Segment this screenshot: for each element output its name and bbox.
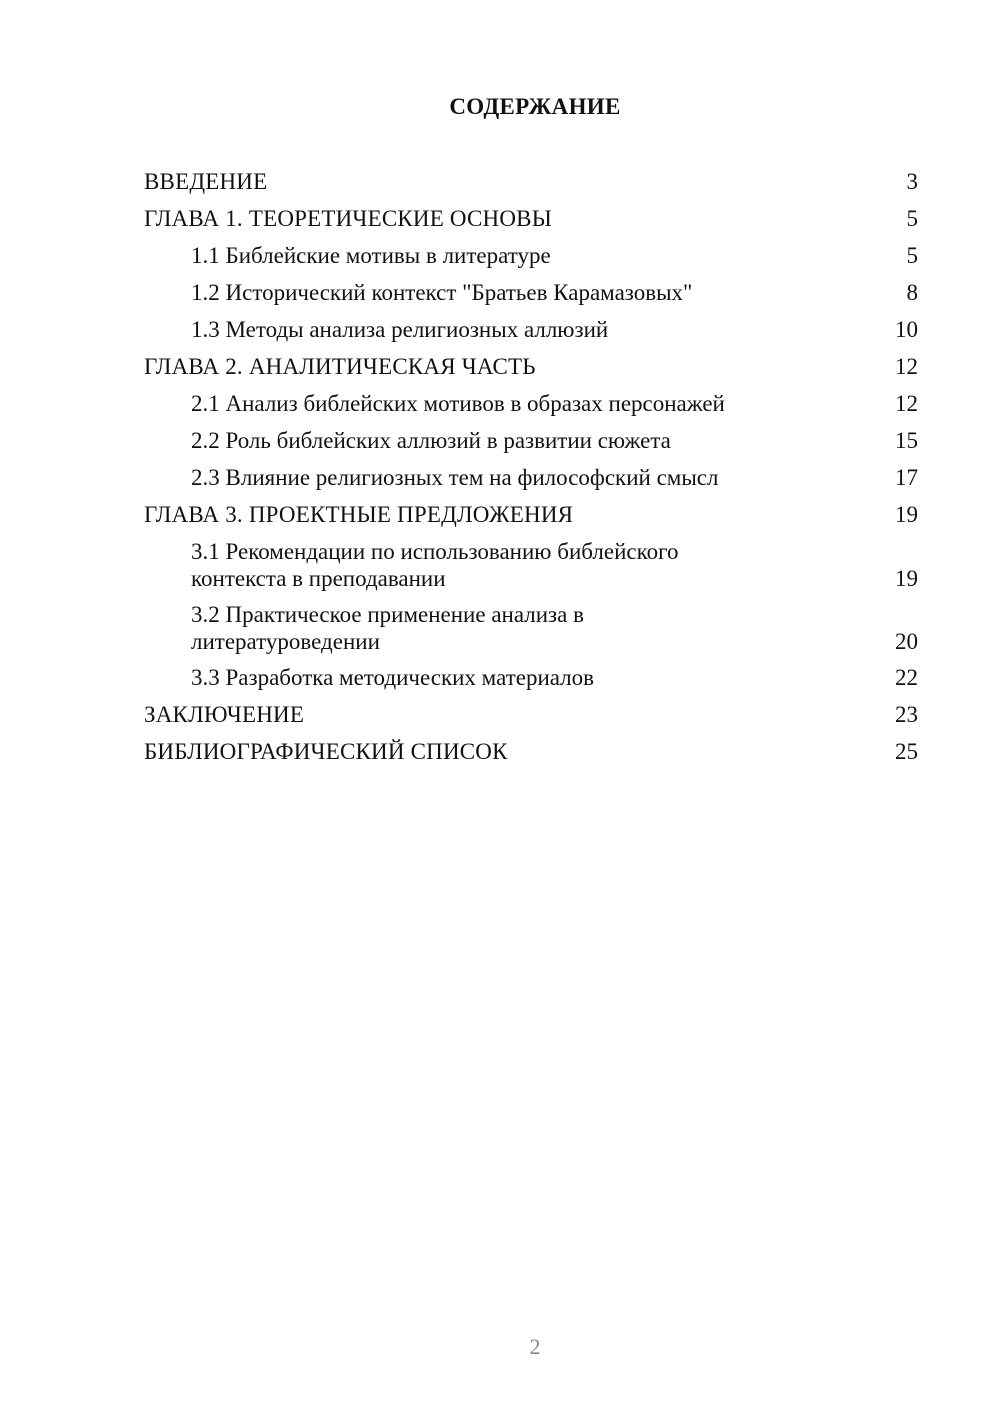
toc-entry-text: 3.1 Рекомендации по использованию библейского контекста в преподавании xyxy=(191,539,679,591)
toc-entry-text: 1.2 Исторический контекст "Братьев Карамазовых" xyxy=(191,280,693,305)
toc-entry-text: ГЛАВА 3. ПРОЕКТНЫЕ ПРЕДЛОЖЕНИЯ xyxy=(144,502,574,527)
toc-entry-page: 25 xyxy=(895,739,918,764)
toc-entry-text: 2.3 Влияние религиозных тем на философский смысл xyxy=(191,465,719,490)
toc-entry-text: ВВЕДЕНИЕ xyxy=(144,169,268,194)
toc-entry-text: ГЛАВА 2. АНАЛИТИЧЕСКАЯ ЧАСТЬ xyxy=(144,354,536,379)
toc-entry-text: 1.3 Методы анализа религиозных аллюзий xyxy=(191,317,609,342)
toc-entry-text: 2.2 Роль библейских аллюзий в развитии сюжета xyxy=(191,428,671,453)
toc-entry-chapter-2 xyxy=(144,353,920,380)
toc-entry-section-2-1 xyxy=(144,390,920,417)
toc-entry-page: 12 xyxy=(895,391,918,416)
toc-entry-section-1-3 xyxy=(144,316,920,343)
toc-entry-page: 8 xyxy=(906,280,918,305)
toc-entry-text: 3.2 Практическое применение анализа в литературоведении xyxy=(191,602,584,654)
toc-entry-text: ГЛАВА 1. ТЕОРЕТИЧЕСКИЕ ОСНОВЫ xyxy=(144,206,552,231)
toc-entry-page: 22 xyxy=(895,665,918,690)
toc-entry-text: БИБЛИОГРАФИЧЕСКИЙ СПИСОК xyxy=(144,739,508,764)
toc-entry-page: 10 xyxy=(895,317,918,342)
toc-entry-section-1-1 xyxy=(144,242,920,269)
toc-entry-page: 15 xyxy=(895,428,918,453)
toc-entry-page: 17 xyxy=(895,465,918,490)
toc-entry-page: 5 xyxy=(906,206,918,231)
toc-entry-section-2-3 xyxy=(144,464,920,491)
toc-entry-page: 19 xyxy=(895,502,918,527)
toc-entry-section-3-3 xyxy=(144,664,920,691)
toc-entry-chapter-1 xyxy=(144,205,920,232)
page-title: СОДЕРЖАНИЕ xyxy=(449,94,621,119)
toc-entry-section-1-2 xyxy=(144,279,920,306)
toc-entry-page: 3 xyxy=(906,169,918,194)
toc-entry-chapter-3 xyxy=(144,501,920,528)
toc-entry-page: 19 xyxy=(895,566,918,591)
toc-entry-bibliography xyxy=(144,738,920,765)
toc-entry-page: 20 xyxy=(895,629,918,654)
toc-entry-section-2-2 xyxy=(144,427,920,454)
toc-entry-text: ЗАКЛЮЧЕНИЕ xyxy=(144,702,305,727)
toc-entry-page: 5 xyxy=(906,243,918,268)
toc-entry-text: 2.1 Анализ библейских мотивов в образах персонажей xyxy=(191,391,725,416)
toc-entry-text: 3.3 Разработка методических материалов xyxy=(191,665,595,690)
toc-entry-text: 1.1 Библейские мотивы в литературе xyxy=(191,243,551,268)
toc-entry-page: 23 xyxy=(895,702,918,727)
toc-entry-section-3-1 xyxy=(144,538,920,592)
toc-entry-page: 12 xyxy=(895,354,918,379)
toc-entry-introduction xyxy=(144,168,920,195)
table-of-contents xyxy=(144,168,920,775)
toc-entry-conclusion xyxy=(144,701,920,728)
page-number: 2 xyxy=(529,1334,541,1359)
toc-entry-section-3-2 xyxy=(144,601,920,655)
